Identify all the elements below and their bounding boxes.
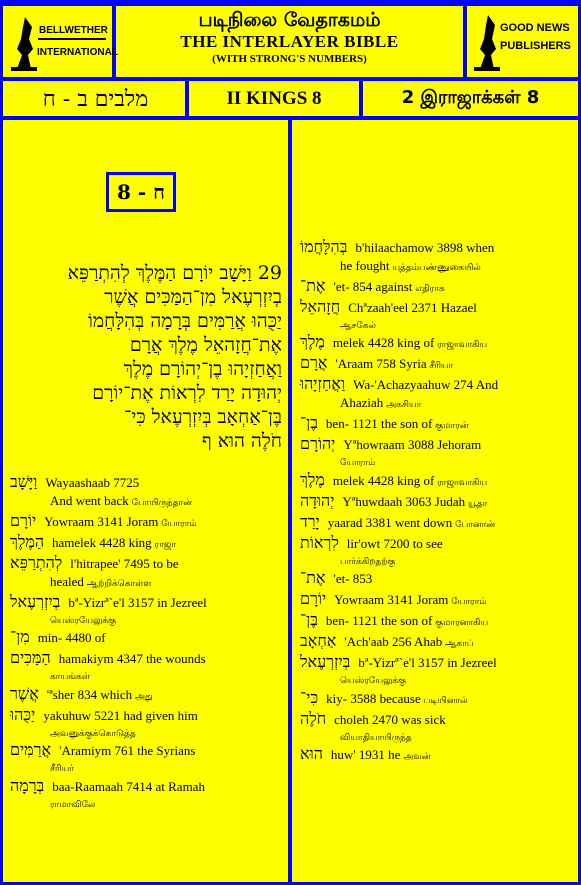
tamil-gloss: அது: [132, 691, 153, 702]
word-entry: [300, 333, 570, 354]
gloss-continuation: Ahaziah: [340, 395, 384, 411]
word-entry: [10, 554, 282, 593]
hebrew-word: בְּיִזְרְעֶאל: [300, 652, 351, 672]
tamil-gloss: எதிராக: [412, 284, 445, 294]
gloss-text: min- 4480 of: [37, 630, 106, 646]
gloss-text: ben- 1121 the son of: [325, 416, 433, 432]
verse-line: בְיִזְרְעֶאל מִן־הַמַּכִּים אֲשֶׁר: [104, 286, 282, 308]
book-english: II KINGS 8: [226, 87, 322, 109]
lamp-icon: [9, 9, 118, 73]
tamil-gloss: சீரியர்: [50, 764, 74, 775]
tamil-gloss: யுத்தம்பண்ணுகையில்: [389, 263, 481, 273]
hebrew-word: לִרְאוֹת: [300, 532, 339, 552]
gloss-text: Yowraam 3141 Joram: [334, 592, 449, 608]
hebrew-word: הַמֶּלֶךְ: [10, 532, 45, 551]
tamil-gloss: வியாதியாயிருந்த: [340, 732, 412, 743]
word-entry: [10, 593, 282, 628]
gloss-text: huw' 1931 he: [330, 747, 401, 762]
gloss-text: 'et- 854 against: [333, 279, 413, 294]
gloss-text: hamelek 4428 king: [52, 535, 152, 550]
tamil-gloss: படியினால்: [420, 695, 468, 706]
verse-line: יְהוּדָה יָרַד לִרְאוֹת אֶת־יוֹרָם: [92, 382, 282, 404]
hebrew-word: יוֹרָם: [300, 589, 327, 609]
verse-line: אֶת־חֲזָהאֵל מֶלֶךְ אֲרָם: [129, 334, 282, 356]
gloss-continuation: he fought: [340, 258, 390, 273]
tamil-gloss: யூதா: [465, 498, 488, 509]
verse-line: יַכֻּהוּ אֲרַמִּים בְּרָמָה בְּהִלָּחֲמוֹ: [87, 310, 282, 332]
verse-line: חֹלֶה הוּא ף: [201, 430, 282, 452]
gloss-text: melek 4428 king of: [332, 472, 435, 488]
hebrew-word: מִן־: [10, 627, 30, 647]
word-entry: [300, 632, 570, 653]
tamil-gloss: ராஜாவாகிய: [434, 340, 488, 351]
tamil-gloss: யோராம்: [340, 458, 376, 469]
gloss-text: 'Ach'aab 256 Ahab: [344, 634, 443, 650]
bellwether-logo: [8, 8, 118, 74]
tamil-gloss: அகசியா: [383, 400, 422, 411]
gloss-text: 'ªsher 834 which: [46, 686, 133, 702]
tamil-gloss: ஆசகேல்: [340, 321, 376, 331]
hebrew-word: יַכֻּהוּ: [10, 704, 36, 724]
hebrew-word: מֶלֶךְ: [300, 332, 325, 352]
gloss-text: hamakiym 4347 the wounds: [58, 651, 206, 667]
gloss-text: yaarad 3381 went down: [327, 514, 453, 530]
word-entry: [10, 649, 282, 684]
tamil-gloss: யெஸ்ரயேலுக்கு: [50, 616, 117, 626]
word-entry: [300, 611, 570, 632]
hebrew-word: אֲשֶׁר: [10, 683, 39, 703]
svg-text:GOOD NEWS: GOOD NEWS: [500, 22, 570, 34]
tamil-gloss: யெஸ்ரயேலுக்கு: [340, 676, 407, 687]
gloss-text: Wa-'Achazyaahuw 274 And: [353, 377, 499, 393]
gloss-text: lir'owt 7200 to see: [346, 535, 443, 551]
word-entry: [300, 354, 570, 375]
gloss-text: baa-Raamaah 7414 at Ramah: [52, 778, 205, 794]
hebrew-word: כִּי־: [300, 687, 319, 707]
tamil-gloss: ராமாவிலே: [50, 799, 96, 810]
gloss-text: Yªhowraam 3088 Jehoram: [343, 437, 482, 453]
tamil-gloss: குமாரன்: [432, 421, 469, 432]
word-entry: [10, 685, 282, 706]
gloss-text: l'hitrapee' 7495 to be: [70, 556, 179, 571]
hebrew-word: אַחְאָב: [300, 631, 337, 651]
book-tamil: 2 இராஜாக்கள் 8: [401, 87, 540, 108]
word-entry: [300, 471, 570, 492]
hebrew-word: יְהוּדָה: [300, 490, 335, 510]
word-entry: [10, 512, 282, 533]
word-entry: [10, 628, 282, 647]
page-title: THE INTERLAYER BIBLE: [180, 32, 399, 51]
gloss-continuation: healed: [50, 574, 84, 589]
tamil-gloss: அவன்: [400, 752, 431, 762]
gloss-text: Chªzaah'eel 2371 Hazael: [348, 300, 477, 315]
word-entry: [10, 473, 282, 512]
hebrew-word: יְהוֹרָם: [300, 434, 336, 454]
gloss-text: Yowraam 3141 Joram: [44, 514, 159, 529]
gloss-text: 'Aramiym 761 the Syrians: [59, 743, 196, 759]
hebrew-word: בְיִזְרְעֶאל: [10, 592, 61, 611]
hebrew-word: חֹלֶה: [300, 708, 327, 728]
gloss-text: Wayaashaab 7725: [45, 475, 140, 490]
gloss-text: 'Araam 758 Syria: [335, 356, 427, 372]
book-icon: [470, 9, 574, 73]
tamil-gloss: ஆகாப்: [442, 639, 474, 650]
gloss-text: b'hilaachamow 3898 when: [355, 240, 495, 255]
word-entry: [300, 414, 570, 435]
hebrew-word: בֶן־: [300, 413, 318, 433]
hebrew-word: הוּא: [300, 744, 323, 763]
word-entry: [300, 569, 570, 588]
tamil-gloss: அவனுக்குக்கொடுத்த: [50, 728, 136, 739]
hebrew-word: מֶלֶךְ: [300, 469, 325, 489]
word-entry: [300, 710, 570, 745]
word-entry: [10, 777, 282, 812]
chapter-label: ח - 8: [117, 179, 165, 204]
svg-text:INTERNATIONAL: INTERNATIONAL: [37, 47, 118, 58]
hebrew-word: בְּהִלָּחֲמוֹ: [300, 237, 348, 256]
hebrew-word: אֶת־: [300, 568, 326, 588]
gloss-text: melek 4428 king of: [332, 335, 435, 351]
verse-line: וַאֲחַזְיָהוּ בֶן־יְהוֹרָם מֶלֶךְ: [123, 358, 282, 380]
gloss-text: kiy- 3588 because: [326, 690, 421, 706]
gloss-text: bª-Yizrª`e'l 3157 in Jezreel: [68, 595, 207, 610]
word-entry: [300, 590, 570, 611]
hebrew-word: יוֹרָם: [10, 511, 37, 530]
tamil-gloss: போனான்: [452, 519, 496, 530]
hebrew-word: אֶת־: [300, 276, 326, 295]
tamil-gloss: யோராம்: [448, 597, 487, 608]
tamil-title: படிநிலை வேதாகமம்: [198, 9, 381, 31]
gloss-text: choleh 2470 was sick: [334, 711, 446, 727]
word-entry: [300, 298, 570, 333]
hebrew-word: לְהִתְרַפֵּא: [10, 553, 63, 572]
word-entry: [300, 435, 570, 470]
tamil-gloss: குமாரனாகிய: [432, 618, 489, 629]
hebrew-word: אֲרַמִּים: [10, 740, 52, 760]
hebrew-word: אֲרָם: [300, 353, 328, 373]
tamil-gloss: போயிருந்தான்: [128, 498, 192, 508]
page-subtitle: (WITH STRONG'S NUMBERS): [212, 53, 367, 65]
word-entry: [10, 741, 282, 776]
gloss-text: yakuhuw 5221 had given him: [43, 707, 198, 723]
hebrew-word: חֲזָהאֵל: [300, 297, 341, 316]
tamil-gloss: காயங்கள்: [50, 672, 90, 683]
tamil-gloss: ராஜா: [151, 540, 177, 550]
book-hebrew: מלבים ב - ח: [42, 86, 149, 112]
word-entry: [300, 513, 570, 534]
word-entry: [300, 277, 570, 298]
word-entry: [300, 375, 570, 414]
word-entry: [300, 492, 570, 513]
gloss-text: bª-Yizrª`e'l 3157 in Jezreel: [358, 655, 497, 671]
tamil-gloss: ஆற்றிக்கொள்ள: [83, 579, 152, 589]
hebrew-word: וַאֲחַזְיָהוּ: [300, 374, 346, 394]
tamil-gloss: சீரியா: [426, 361, 454, 372]
gloss-text: ben- 1121 the son of: [325, 613, 433, 629]
hebrew-word: וַיָּשָׁב: [10, 472, 38, 491]
hebrew-word: הַמַּכִּים: [10, 648, 51, 668]
chapter-label-box: [106, 172, 176, 212]
verse-hebrew: [12, 262, 282, 452]
tamil-gloss: பார்க்கிறதற்கு: [340, 556, 396, 567]
gloss-continuation: And went back: [50, 493, 129, 508]
good-news-logo: [469, 8, 575, 74]
verse-line: בֶּן־אַחְאָב בְּיִזְרְעֶאל כִּי־: [124, 406, 282, 428]
word-entry: [300, 534, 570, 569]
gloss-text: 'et- 853: [333, 571, 373, 587]
svg-text:BELLWETHER: BELLWETHER: [39, 25, 108, 36]
word-entry: [300, 689, 570, 710]
word-entry: [300, 745, 570, 766]
svg-text:PUBLISHERS: PUBLISHERS: [500, 40, 571, 52]
tamil-gloss: யோராம்: [158, 519, 197, 529]
word-entry: [300, 653, 570, 688]
hebrew-word: בְּרָמָה: [10, 775, 45, 795]
word-entry: [10, 706, 282, 741]
word-entry: [10, 533, 282, 554]
verse-line: 29 וַיָּשָׁב יוֹרָם הַמֶּלֶךְ לְהִתְרַפֵּא: [67, 262, 282, 284]
word-entry: [300, 238, 570, 277]
hebrew-word: בֶּן־: [300, 610, 318, 630]
gloss-text: Yªhuwdaah 3063 Judah: [342, 493, 466, 509]
tamil-gloss: ராஜாவாகிய: [434, 477, 488, 488]
hebrew-word: יָרַד: [300, 511, 320, 531]
